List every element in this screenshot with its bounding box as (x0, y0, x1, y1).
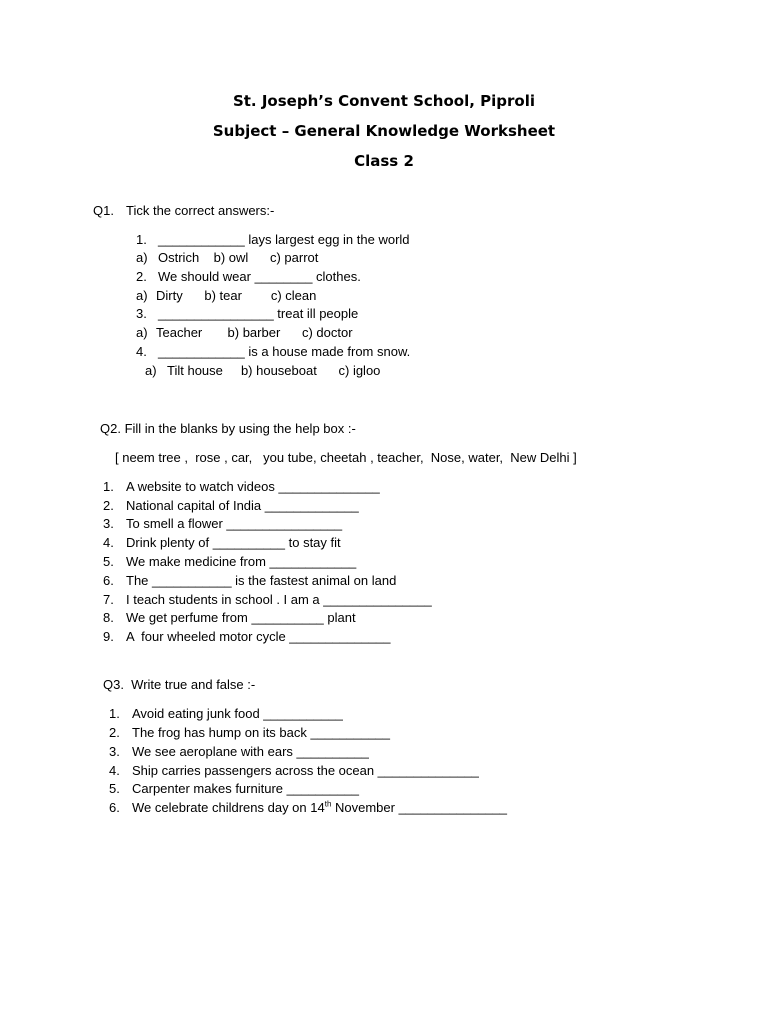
q2-item-text: A website to watch videos ______________ (126, 479, 380, 494)
q1-options: Tilt house b) houseboat c) igloo (167, 363, 381, 378)
q1-option-letter: a) (136, 288, 148, 303)
q3-item-text: Carpenter makes furniture __________ (132, 781, 359, 796)
q3-item-text-post: November _______________ (331, 800, 508, 815)
q1-label: Q1. (93, 203, 114, 218)
q1-option-letter: a) (145, 363, 157, 378)
q2-item-number: 1. (103, 479, 114, 494)
q1-title: Tick the correct answers:- (126, 203, 275, 218)
q2-item-number: 9. (103, 629, 114, 644)
q2-title: Q2. Fill in the blanks by using the help box :- (100, 421, 356, 436)
q1-option-letter: a) (136, 325, 148, 340)
q2-item-number: 8. (103, 610, 114, 625)
q2-item-number: 5. (103, 554, 114, 569)
q2-item-number: 2. (103, 498, 114, 513)
q2-item-number: 7. (103, 592, 114, 607)
q2-item-text: To smell a flower ________________ (126, 516, 343, 531)
q1-item-text: ____________ is a house made from snow. (158, 344, 411, 359)
q2-item-text: We get perfume from __________ plant (126, 610, 356, 625)
q3-item-number: 5. (109, 781, 120, 796)
q1-item-number: 3. (136, 306, 147, 321)
q3-item-number: 3. (109, 744, 120, 759)
class-title: Class 2 (354, 152, 414, 170)
q3-item-number: 1. (109, 706, 120, 721)
q2-item-text: A four wheeled motor cycle ______________ (126, 629, 391, 644)
q1-item-number: 2. (136, 269, 147, 284)
q1-item-text: We should wear ________ clothes. (158, 269, 361, 284)
q2-item-text: The ___________ is the fastest animal on land (126, 573, 397, 588)
q2-item-text: I teach students in school . I am a _______________ (126, 592, 432, 607)
q1-item-text: ________________ treat ill people (158, 306, 359, 321)
subject-title: Subject – General Knowledge Worksheet (212, 122, 556, 140)
q2-item-text: Drink plenty of __________ to stay fit (126, 535, 341, 550)
q3-title: Q3. Write true and false :- (103, 677, 256, 692)
q1-options: Ostrich b) owl c) parrot (158, 250, 319, 265)
ordinal-suffix: th (324, 799, 332, 809)
q2-item-number: 6. (103, 573, 114, 588)
q1-item-number: 4. (136, 344, 147, 359)
school-name: St. Joseph’s Convent School, Piproli (232, 92, 536, 110)
q2-help-box: [ neem tree , rose , car, you tube, cheetah , teacher, Nose, water, New Delhi ] (115, 450, 577, 465)
q2-item-number: 4. (103, 535, 114, 550)
q3-item-text (132, 800, 507, 816)
q2-item-number: 3. (103, 516, 114, 531)
q1-options: Teacher b) barber c) doctor (156, 325, 353, 340)
q1-item-number: 1. (136, 232, 147, 247)
q3-item-text: Ship carries passengers across the ocean ______________ (132, 763, 479, 778)
q3-item-number: 2. (109, 725, 120, 740)
q3-item-text: Avoid eating junk food ___________ (132, 706, 343, 721)
q3-item-text: We see aeroplane with ears __________ (132, 744, 369, 759)
q1-option-letter: a) (136, 250, 148, 265)
q2-item-text: National capital of India _____________ (126, 498, 359, 513)
q3-item-text-pre: We celebrate childrens day on 14 (132, 800, 325, 815)
q1-options: Dirty b) tear c) clean (156, 288, 317, 303)
q3-item-text: The frog has hump on its back ___________ (132, 725, 391, 740)
q1-item-text: ____________ lays largest egg in the world (158, 232, 410, 247)
q3-item-number: 6. (109, 800, 120, 815)
q3-item-number: 4. (109, 763, 120, 778)
q2-item-text: We make medicine from ____________ (126, 554, 357, 569)
